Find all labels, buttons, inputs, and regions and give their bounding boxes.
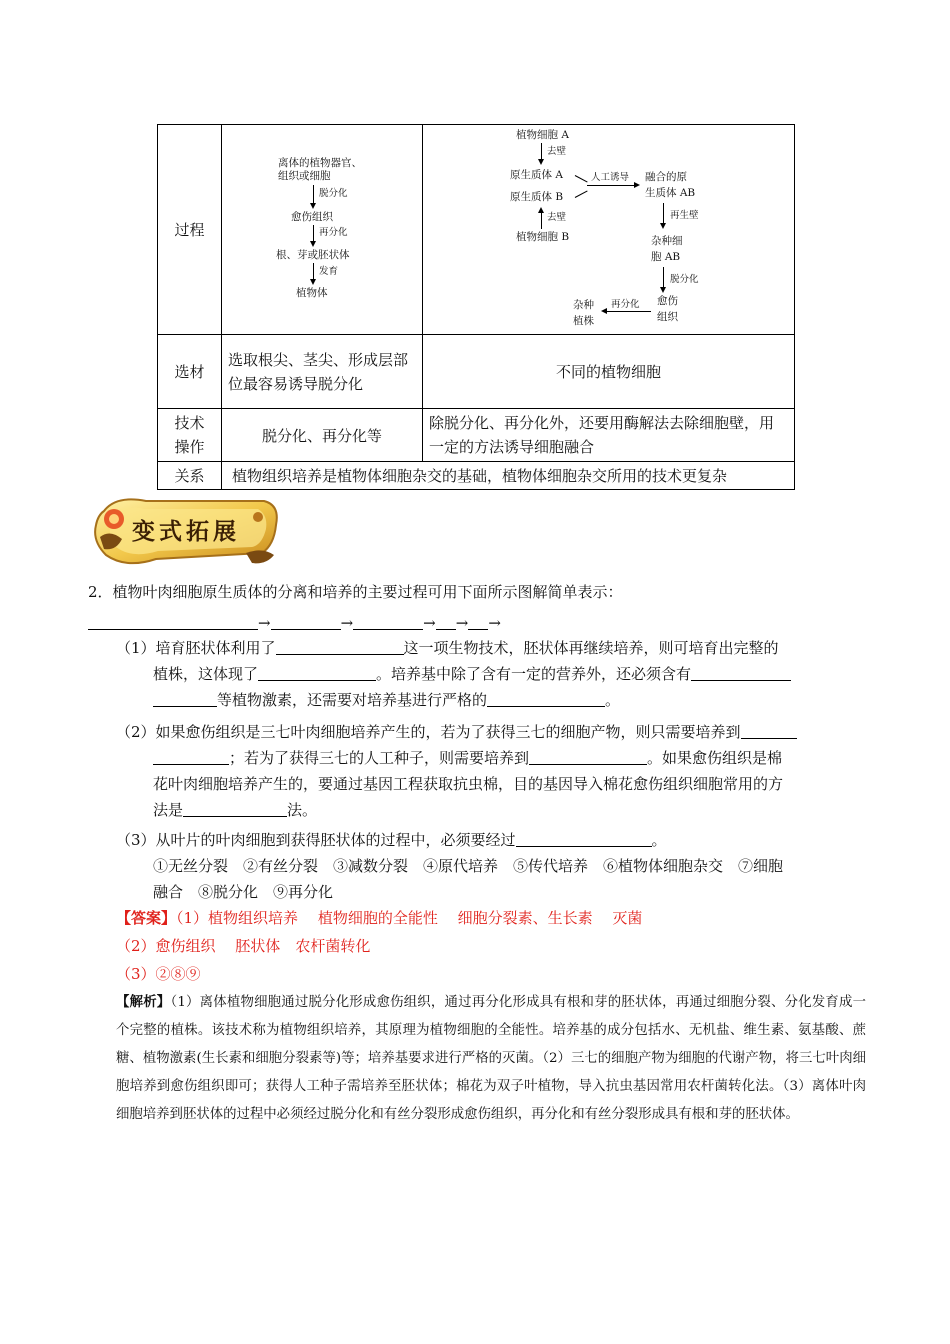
- technique-row: [158, 409, 795, 462]
- technique-right: 除脱分化、再分化外，还要用酶解法去除细胞壁，用一定的方法诱导细胞融合: [423, 409, 795, 462]
- analysis-text: （1）离体植物细胞通过脱分化形成愈伤组织，通过再分化形成具有根和芽的胚状体，再通过细胞分裂、分化发育成一个完整的植株。该技术称为植物组织培养，其原理为植物细胞的全能性。培养基的成分包括水、无机盐、维生素、氨基酸、蔗糖、植物激素(生长素和细胞分裂素等)等；培养基要求进行严格的灭菌。（2）三七的细胞产物为细胞的代谢产物，将三七叶肉细胞培养到愈伤组织即可；获得人工种子需培养至胚状体；棉花为双子叶植物，导入抗虫基因常用农杆菌转化法。（3）离体叶肉细胞培养到胚状体的过程中必须经过脱分化和有丝分裂形成愈伤组织，再分化和有丝分裂形成具有根和芽的胚状体。: [116, 995, 866, 1122]
- part1-line1: （1）培育胚状体利用了 这一项生物技术，胚状体再继续培养，则可培育出完整的: [116, 639, 779, 657]
- part3-options-1: ①无丝分裂 ②有丝分裂 ③减数分裂 ④原代培养 ⑤传代培养 ⑥植物体细胞杂交 ⑦细胞: [153, 857, 784, 875]
- blank-3[interactable]: [691, 664, 791, 681]
- material-label: 选材: [158, 335, 222, 409]
- part2-line3: 花叶肉细胞培养产生的，要通过基因工程获取抗虫棉，目的基因导入棉花愈伤组织细胞常用的方: [153, 775, 784, 793]
- node-hybrid-cell-2: 胞 AB: [651, 250, 681, 263]
- relation-label: 关系: [158, 462, 222, 490]
- flow-arrow: →: [340, 614, 354, 632]
- node-fused-1: 融合的原: [645, 170, 687, 183]
- answer-line3: （3）②⑧⑨: [116, 965, 201, 983]
- blank-1[interactable]: [276, 638, 404, 655]
- part2-line2: ；若为了获得三七的人工种子，则需要培养到 。如果愈伤组织是棉: [153, 746, 782, 771]
- node-protoplast-a: 原生质体 A: [510, 168, 563, 181]
- node-callus-1: 愈伤: [657, 294, 678, 307]
- step-plant: 植物体: [296, 286, 328, 299]
- label-remove-wall-b: 去壁: [547, 211, 567, 223]
- arrow-left: [601, 308, 607, 314]
- process-label: 过程: [158, 125, 222, 335]
- node-protoplast-b: 原生质体 B: [510, 190, 564, 203]
- node-hybrid-cell-1: 杂种细: [651, 234, 683, 247]
- technique-left: 脱分化、再分化等: [222, 409, 423, 462]
- flow-arrow: →: [423, 614, 436, 632]
- flow-line: [88, 611, 501, 636]
- part2-line4: 法是 法。: [153, 801, 318, 819]
- node-fused-2: 生质体 AB: [645, 186, 696, 199]
- part2-line1: （2）如果愈伤组织是三七叶肉细胞培养产生的，若为了获得三七的细胞产物，则只需要培养到: [116, 720, 797, 745]
- technique-label: [158, 409, 222, 462]
- banner-title: 变式拓展: [132, 518, 240, 545]
- blank-8[interactable]: [516, 830, 652, 847]
- arrow-down: [538, 159, 544, 165]
- node-cell-a: 植物细胞 A: [516, 128, 569, 141]
- relation-text: 植物组织培养是植物体细胞杂交的基础，植物体细胞杂交所用的技术更复杂: [222, 462, 795, 490]
- material-left: 选取根尖、茎尖、形成层部位最容易诱导脱分化: [222, 335, 423, 409]
- comparison-table: [157, 124, 795, 490]
- flow-arrow: →: [258, 614, 271, 632]
- part3-options-2: 融合 ⑧脱分化 ⑨再分化: [153, 883, 334, 901]
- hybridization-diagram: [423, 127, 794, 333]
- question-stem: 2．植物叶肉细胞原生质体的分离和培养的主要过程可用下面所示图解简单表示：: [88, 583, 623, 601]
- arrow-down: [310, 241, 316, 247]
- tissue-culture-diagram-cell: [222, 125, 423, 335]
- arrow-down: [660, 223, 666, 229]
- variant-banner: [86, 489, 282, 573]
- hybridization-diagram-cell: [423, 125, 795, 335]
- blank-6[interactable]: [529, 748, 647, 765]
- relation-row: [158, 462, 795, 490]
- arrow-down: [310, 203, 316, 209]
- technique-label-1: 技术: [174, 414, 205, 432]
- step-explant-1: 离体的植物器官、: [278, 156, 362, 169]
- label-rediff: 再分化: [611, 298, 640, 310]
- analysis-paragraph: [116, 988, 866, 1129]
- flow-arrow: →: [488, 614, 501, 632]
- answer-line1: 【答案】（1）植物组织培养 植物细胞的全能性 细胞分裂素、生长素 灭菌: [116, 909, 643, 927]
- blank-5[interactable]: [741, 722, 797, 739]
- answer-line2: （2）愈伤组织 胚状体 农杆菌转化: [116, 937, 371, 955]
- arrow-up: [538, 207, 544, 213]
- arrow-right: [634, 182, 640, 188]
- blank-2[interactable]: [258, 664, 376, 681]
- arrow-down: [660, 287, 666, 293]
- technique-label-2: 操作: [174, 438, 205, 456]
- blank-7[interactable]: [183, 800, 287, 817]
- material-row: [158, 335, 795, 409]
- material-right: 不同的植物细胞: [423, 335, 795, 409]
- label-remove-wall-a: 去壁: [547, 145, 567, 157]
- node-cell-b: 植物细胞 B: [516, 230, 570, 243]
- step-embryoid: 根、芽或胚状体: [276, 248, 350, 261]
- node-hybrid-plant-1: 杂种: [573, 298, 594, 311]
- label-dediff: 脱分化: [670, 273, 699, 285]
- flow-arrow: →: [455, 614, 469, 632]
- analysis-tag: 【解析】: [116, 994, 171, 1010]
- node-callus-2: 组织: [657, 310, 678, 323]
- tissue-culture-diagram: [222, 127, 422, 333]
- blank-4[interactable]: [487, 690, 605, 707]
- answer-tag: 【答案】: [116, 909, 177, 927]
- part3-line1: （3）从叶片的叶肉细胞到获得胚状体的过程中，必须要经过 。: [116, 831, 667, 849]
- step-callus: 愈伤组织: [291, 210, 333, 223]
- process-row: [158, 125, 795, 335]
- node-hybrid-plant-2: 植株: [573, 314, 594, 327]
- arrow-down: [310, 279, 316, 285]
- arrow-label-develop: 发育: [319, 265, 339, 277]
- part1-line3: 等植物激素，还需要对培养基进行严格的 。: [153, 688, 620, 713]
- part1-line2: 植株，这体现了 。培养基中除了含有一定的营养外，还必须含有: [153, 662, 791, 687]
- step-explant-2: 组织或细胞: [278, 169, 331, 182]
- label-induce: 人工诱导: [591, 171, 630, 183]
- blank-5-cont[interactable]: [153, 748, 229, 765]
- arrow-label-rediff: 再分化: [319, 226, 348, 238]
- arrow-label-dediff: 脱分化: [319, 187, 348, 199]
- label-regen-wall: 再生壁: [670, 209, 699, 221]
- blank-3-cont[interactable]: [153, 690, 217, 707]
